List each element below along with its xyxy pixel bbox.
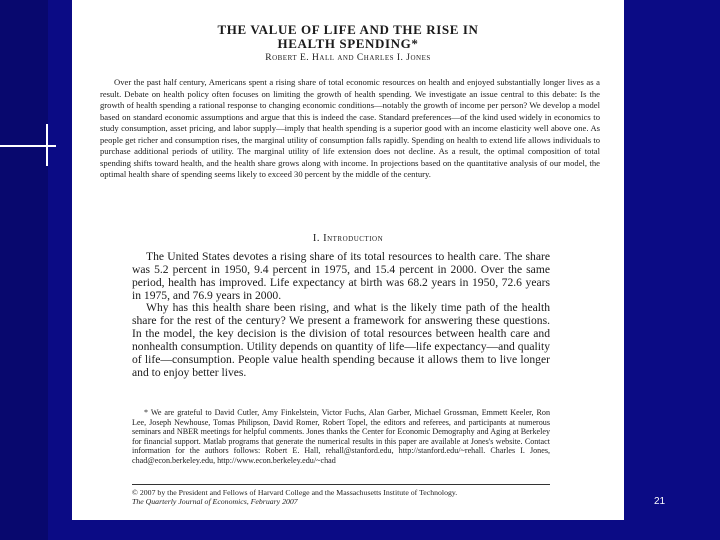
- footnote-divider: [132, 484, 550, 485]
- paper-title-line-1: THE VALUE OF LIFE AND THE RISE IN: [217, 22, 479, 37]
- paper-page-image: [72, 0, 624, 520]
- paper-title-line-2: HEALTH SPENDING*: [277, 36, 419, 51]
- slide-number: 21: [654, 496, 666, 507]
- copyright-block: [132, 488, 550, 506]
- copyright-notice: © 2007 by the President and Fellows of Harvard College and the Massachusetts Institute of Technology.: [132, 488, 458, 497]
- left-accent-bar: [0, 0, 48, 540]
- intro-paragraph-1: The United States devotes a rising share of its total resources to health care. The share was 5.2 percent in 1950, 9.4 percent in 1975, and 15.4 percent in 2000. Over the same period, health has improved. Life expectancy at birth was 68.2 years in 1950, 72.6 years in 1975, and 76.9 years in 2000.: [132, 250, 550, 302]
- accent-vertical-line: [46, 124, 48, 166]
- acknowledgement-footnote: * We are grateful to David Cutler, Amy Finkelstein, Victor Fuchs, Alan Garber, Michael Grossman, Emmett Keeler, Ron Lee, Joseph Newhouse, Tomas Philipson, David Romer, Robert Topel, the editors and referees, and participants at numerous seminars and NBER meetings for helpful comments. Jones thanks the Center for Economic Demography and Aging at Berkeley for financial support. Matlab programs that generate the numerical results in this paper are available at Jones's website. Contact information for the authors follows: Robert E. Hall, rehall@stanford.edu, http://stanford.edu/~rehall. Charles I. Jones, chad@econ.berkeley.edu, http://www.econ.berkeley.edu/~chad: [132, 408, 550, 465]
- intro-paragraph-2: Why has this health share been rising, and what is the likely time path of the health share for the rest of the century? We present a framework for answering these questions. In the model, the key decision is the division of total resources between health care and nonhealth consumption. Utility depends on quantity of life—life expectancy—and quality of life—consumption. People value health spending because it allows them to live longer and to enjoy better lives.: [132, 301, 550, 379]
- paper-authors: Robert E. Hall and Charles I. Jones: [265, 53, 431, 63]
- section-heading: I. Introduction: [312, 233, 384, 244]
- journal-citation: The Quarterly Journal of Economics, February 2007: [132, 497, 298, 507]
- paper-abstract: Over the past half century, Americans spent a rising share of total economic resources on health and enjoyed substantially longer lives as a result. Debate on health policy often focuses on limiting the growth of health spending. We investigate an issue central to this debate: Is the growth of health spending a rational response to changing economic conditions—notably the growth of income per person? We develop a model based on standard economic assumptions and argue that this is indeed the case. Standard preferences—of the kind used widely in economics to study consumption, asset pricing, and labor supply—imply that health spending is a superior good with an income elasticity well above one. As people get richer and consumption rises, the marginal utility of consumption falls rapidly. Spending on health to extend life allows individuals to purchase additional periods of utility. The marginal utility of life extension does not decline. As a result, the optimal composition of total spending shifts toward health, and the health share grows along with income. In projections based on the quantitative analysis of our model, the optimal health share of spending seems likely to exceed 30 percent by the middle of the century.: [100, 77, 600, 179]
